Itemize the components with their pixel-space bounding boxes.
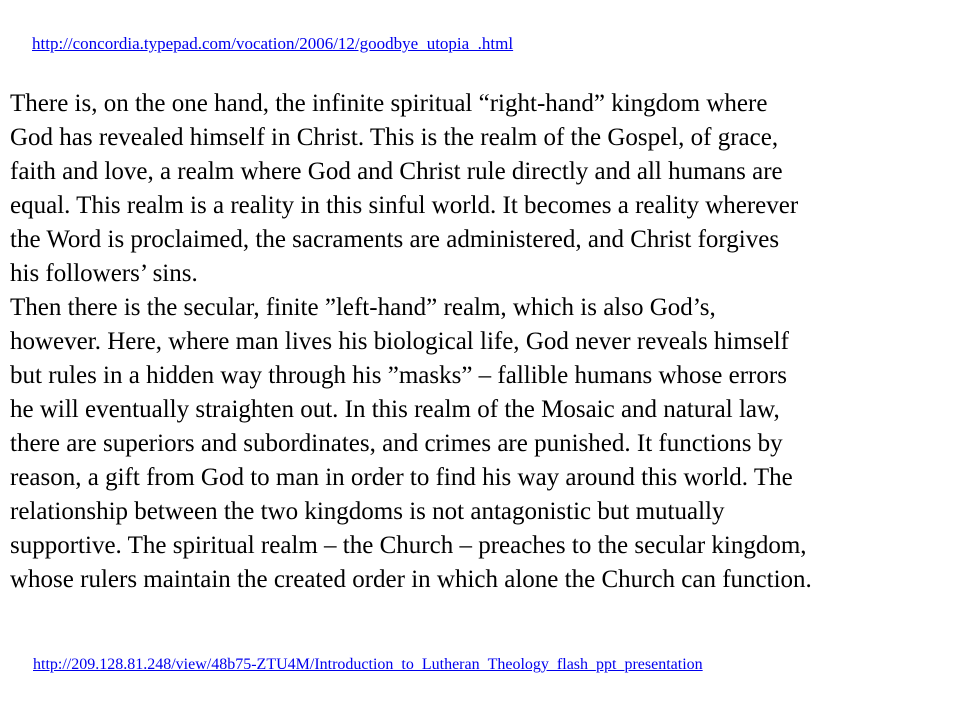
highlighted-text: but rules in a hidden way through his ”masks” – fallible humans whose errors [10, 362, 787, 389]
quote-body [10, 87, 955, 597]
text-line [10, 257, 955, 291]
highlighted-text: God never reveals himself [525, 328, 789, 355]
highlighted-text: his followers’ sins. [10, 260, 198, 287]
text-line [10, 359, 955, 393]
text-line: relationship between the two kingdoms is not antagonistic but mutually [10, 498, 725, 525]
text-line [10, 563, 955, 597]
highlighted-text: the Word is proclaimed, the sacraments are administered, and Christ forgives [10, 226, 780, 253]
source-link-top[interactable]: http://concordia.typepad.com/vocation/2006/12/goodbye_utopia_.html [32, 34, 514, 53]
text-line [10, 223, 955, 257]
paragraph-right-hand-kingdom [10, 87, 955, 291]
highlighted-text: there are superiors and subordinates, and crimes are punished. It functions by [10, 430, 783, 457]
text-line: supportive. The spiritual realm – the Church – preaches to the secular kingdom, [10, 532, 807, 559]
highlighted-text: reason, [10, 464, 82, 491]
text-line: There is, on the one hand, the infinite spiritual “right-hand” kingdom where [10, 90, 768, 117]
text-line [10, 189, 955, 223]
text-line [10, 393, 955, 427]
text-line [10, 427, 955, 461]
highlighted-text: This is the realm of the Gospel, of grace, [369, 124, 779, 151]
highlighted-text: whose rulers maintain the created order in which alone the Church can function. [10, 566, 812, 593]
highlighted-text: he will eventually straighten out. In this realm of the Mosaic and natural law, [10, 396, 780, 423]
text-line: reason, a gift from God to man in order to find his way around this world. The [10, 464, 793, 491]
text-line: however. Here, where man lives his biological life, God never reveals himself [10, 328, 789, 355]
source-link-bottom[interactable]: http://209.128.81.248/view/48b75-ZTU4M/Introduction_to_Lutheran_Theology_flash_ppt_presentation [33, 656, 703, 673]
highlighted-text: equal. This realm is a reality in this sinful world. It becomes a reality wherever [10, 192, 799, 219]
paragraph-left-hand-realm [10, 291, 955, 597]
highlighted-text: The spiritual realm – the Church – preaches to the secular kingdom, [127, 532, 807, 559]
text-line: Then there is the secular, finite ”left-hand” realm, which is also God’s, [10, 294, 716, 321]
text-line: God has revealed himself in Christ. This is the realm of the Gospel, of grace, [10, 124, 779, 151]
highlighted-text: faith and love, a realm where God and Christ rule directly and all humans are [10, 158, 783, 185]
text-line [10, 155, 955, 189]
